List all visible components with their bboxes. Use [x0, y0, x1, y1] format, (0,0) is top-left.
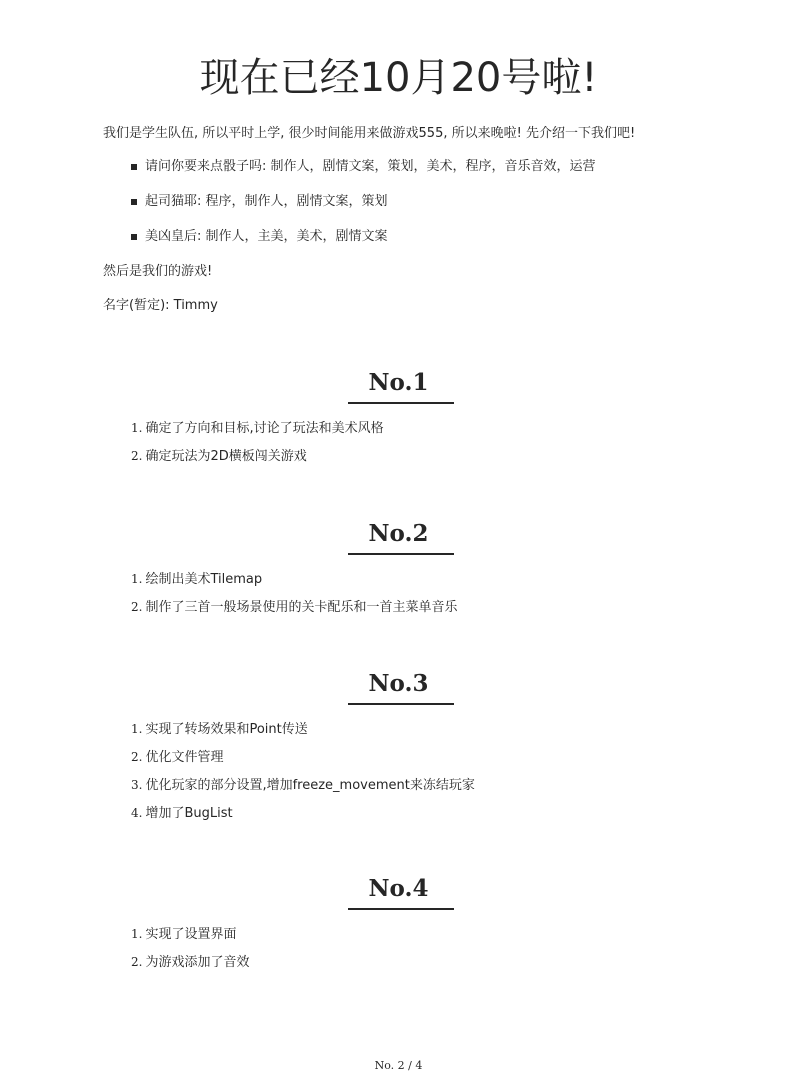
list-item — [103, 227, 596, 247]
section-list — [131, 418, 384, 474]
item-text: 确定玩法为2D横板闯关游戏 — [145, 449, 307, 464]
item-text: 优化玩家的部分设置,增加freeze_movement来冻结玩家 — [145, 778, 475, 793]
list-item — [131, 597, 457, 617]
section-heading: No.4 — [368, 875, 429, 902]
item-number: 2. — [131, 449, 143, 463]
game-intro-line: 然后是我们的游戏! — [103, 264, 213, 279]
section-list — [131, 924, 249, 980]
section-underline — [348, 703, 454, 705]
item-number: 1. — [131, 572, 143, 586]
section-underline — [348, 402, 454, 404]
list-item — [131, 803, 475, 823]
item-text: 绘制出美术Tilemap — [145, 572, 263, 587]
list-item — [131, 719, 475, 739]
team-member-list — [103, 157, 596, 262]
item-number: 1. — [131, 421, 143, 435]
item-number: 4. — [131, 806, 143, 820]
item-number: 1. — [131, 927, 143, 941]
item-number: 2. — [131, 600, 143, 614]
page-title: 现在已经10月20号啦! — [199, 55, 598, 101]
list-item — [103, 192, 596, 212]
item-text: 增加了BugList — [145, 806, 233, 821]
item-text: 优化文件管理 — [145, 750, 224, 765]
item-number: 2. — [131, 955, 143, 969]
bullet-square-icon — [131, 234, 137, 240]
section-heading: No.3 — [368, 670, 429, 697]
page-number-footer: No. 2 / 4 — [374, 1059, 423, 1072]
intro-paragraph: 我们是学生队伍, 所以平时上学, 很少时间能用来做游戏555, 所以来晚啦! 先介绍一下我们吧! — [103, 126, 636, 141]
item-number: 2. — [131, 750, 143, 764]
item-text: 实现了设置界面 — [145, 927, 237, 942]
bullet-square-icon — [131, 164, 137, 170]
list-item — [131, 924, 249, 944]
list-item — [103, 157, 596, 177]
item-text: 为游戏添加了音效 — [145, 955, 250, 970]
list-item — [131, 775, 475, 795]
section-heading: No.1 — [368, 369, 429, 396]
list-item — [131, 952, 249, 972]
section-underline — [348, 908, 454, 910]
team-member-text: 请问你要来点骰子吗: 制作人，剧情文案，策划，美术，程序，音乐音效，运营 — [145, 159, 596, 174]
section-underline — [348, 553, 454, 555]
list-item — [131, 569, 457, 589]
item-text: 实现了转场效果和Point传送 — [145, 722, 308, 737]
section-list — [131, 719, 475, 831]
list-item — [131, 446, 384, 466]
item-number: 1. — [131, 722, 143, 736]
section-heading: No.2 — [368, 520, 429, 547]
list-item — [131, 418, 384, 438]
team-member-text: 起司猫耶: 程序，制作人，剧情文案，策划 — [145, 194, 388, 209]
item-number: 3. — [131, 778, 143, 792]
bullet-square-icon — [131, 199, 137, 205]
section-list — [131, 569, 457, 625]
team-member-text: 美凶皇后: 制作人，主美，美术，剧情文案 — [145, 229, 388, 244]
game-name-line: 名字(暂定): Timmy — [103, 298, 218, 313]
item-text: 制作了三首一般场景使用的关卡配乐和一首主菜单音乐 — [145, 600, 458, 615]
list-item — [131, 747, 475, 767]
item-text: 确定了方向和目标,讨论了玩法和美术风格 — [145, 421, 384, 436]
